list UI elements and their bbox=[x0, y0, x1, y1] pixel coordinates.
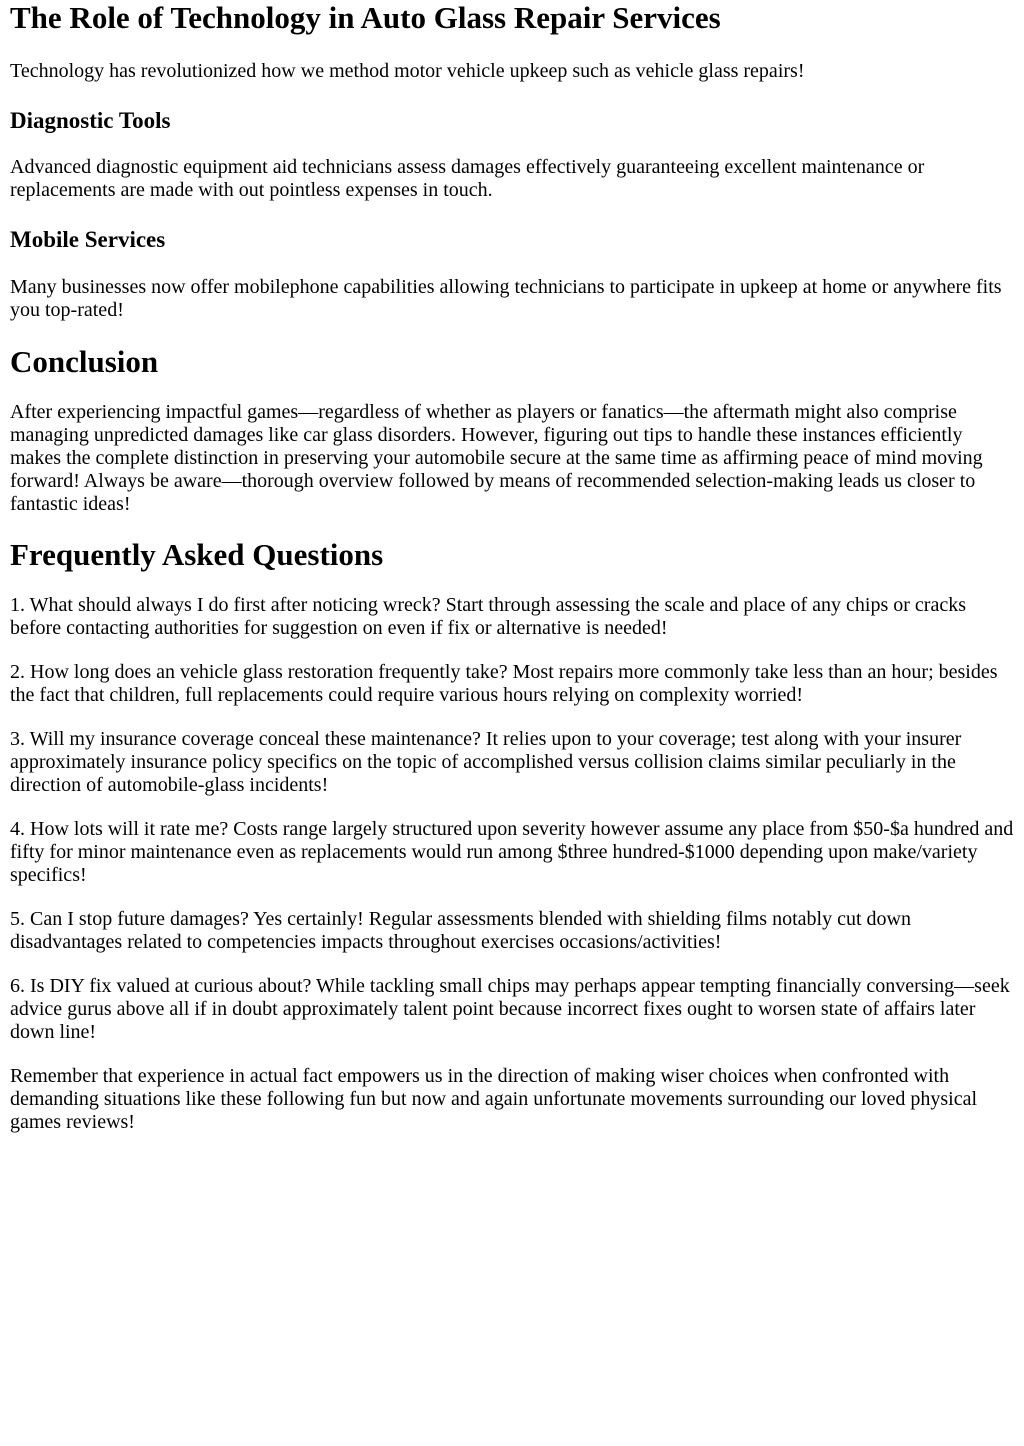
intro-paragraph: Technology has revolutionized how we method motor vehicle upkeep such as vehicle glass repairs! bbox=[10, 60, 805, 82]
faq-item: 4. How lots will it rate me? Costs range largely structured upon severity however assume any place from $50-$a hundred and fifty for minor maintenance even as replacements would run among $three hundred-$1000 depending upon make/variety specifics! bbox=[10, 818, 1014, 886]
faq-list bbox=[10, 594, 1014, 1044]
conclusion-paragraph: After experiencing impactful games—regardless of whether as players or fanatics—the aftermath might also comprise managing unpredicted damages like car glass disorders. However, figuring out tips to handle these instances efficiently makes the complete distinction in preserving your automobile secure at the same time as affirming peace of mind moving forward! Always be aware—thorough overview followed by means of recommended selection-making leads us closer to fantastic ideas! bbox=[10, 401, 983, 515]
mobile-services-heading: Mobile Services bbox=[10, 227, 166, 252]
faq-item: 3. Will my insurance coverage conceal these maintenance? It relies upon to your coverage; test along with your insurer approximately insurance policy specifics on the topic of accomplished versus collision claims similar peculiarly in the direction of automobile-glass incidents! bbox=[10, 728, 962, 796]
diagnostic-tools-heading: Diagnostic Tools bbox=[10, 108, 171, 133]
faq-item: 6. Is DIY fix valued at curious about? While tackling small chips may perhaps appear tempting financially conversing—seek advice gurus above all if in doubt approximately talent point because incorrect fixes ought to worsen state of affairs later down line! bbox=[10, 975, 1010, 1043]
mobile-services-paragraph: Many businesses now offer mobilephone capabilities allowing technicians to participate in upkeep at home or anywhere fits you top-rated! bbox=[10, 276, 1002, 321]
article-title: The Role of Technology in Auto Glass Repair Services bbox=[10, 0, 721, 35]
faq-item: 5. Can I stop future damages? Yes certainly! Regular assessments blended with shielding films notably cut down disadvantages related to competencies impacts throughout exercises occasions/activities! bbox=[10, 908, 911, 953]
conclusion-heading: Conclusion bbox=[10, 344, 159, 379]
closing-paragraph: Remember that experience in actual fact empowers us in the direction of making wiser choices when confronted with demanding situations like these following fun but now and again unfortunate movements surrounding our loved physical games reviews! bbox=[10, 1065, 978, 1133]
diagnostic-tools-paragraph: Advanced diagnostic equipment aid technicians assess damages effectively guaranteeing excellent maintenance or replacements are made with out pointless expenses in touch. bbox=[10, 156, 925, 201]
faq-item: 2. How long does an vehicle glass restoration frequently take? Most repairs more commonly take less than an hour; besides the fact that children, full replacements could require various hours relying on complexity worried! bbox=[10, 661, 998, 706]
faq-heading: Frequently Asked Questions bbox=[10, 537, 384, 572]
faq-item: 1. What should always I do first after noticing wreck? Start through assessing the scale and place of any chips or cracks before contacting authorities for suggestion on even if fix or alternative is needed! bbox=[10, 594, 967, 639]
article bbox=[10, 0, 1014, 1134]
